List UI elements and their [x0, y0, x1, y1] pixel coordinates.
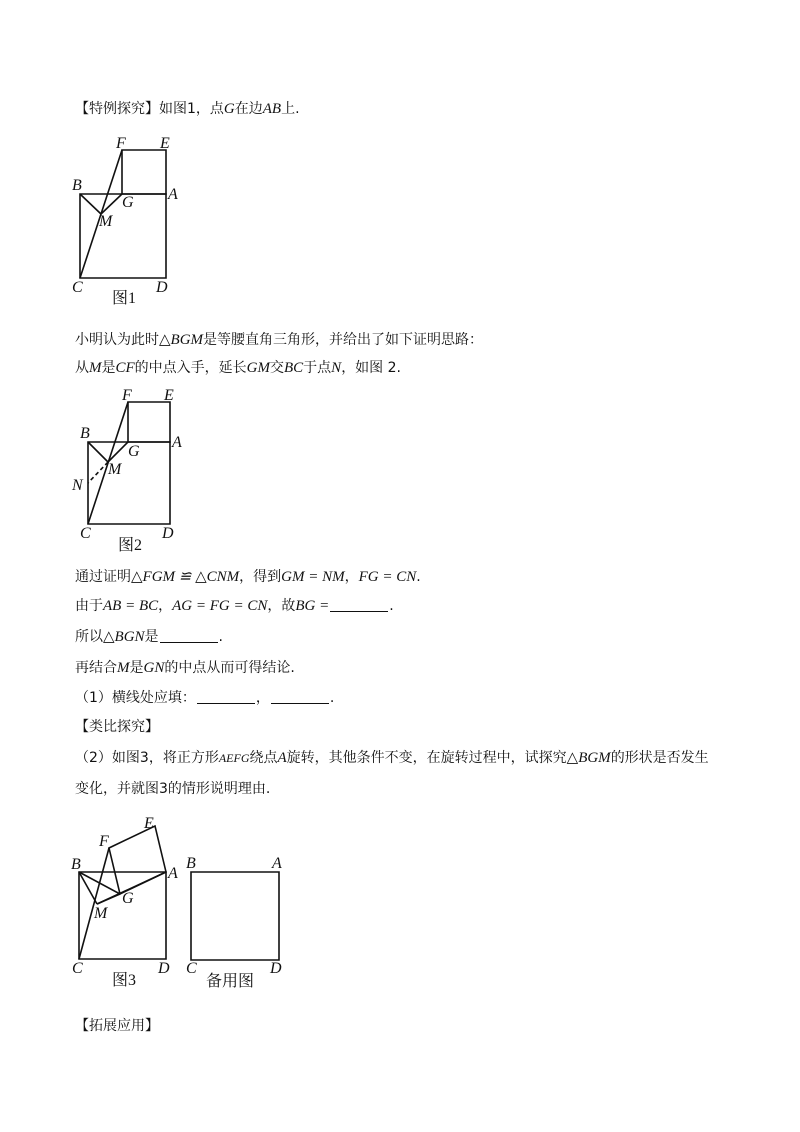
- section-heading-analogy: 【类比探究】: [75, 719, 159, 735]
- intro-line: 【特例探究】如图1，点G在边AB上.: [75, 101, 300, 117]
- fig1-label-e: E: [160, 135, 170, 152]
- fig3-square-abcd: [79, 872, 166, 959]
- figure-1: [70, 132, 210, 312]
- section-heading-extension: 【拓展应用】: [75, 1018, 159, 1034]
- fig2-label-m: M: [108, 461, 122, 478]
- fig3-line-cf: [79, 848, 109, 959]
- paragraph-1: 小明认为此时△BGM是等腰直角三角形，并给出了如下证明思路：: [75, 332, 484, 348]
- spare-label-d: D: [270, 960, 282, 977]
- fig1-label-g: G: [122, 194, 134, 211]
- fig1-line-bm: [80, 194, 101, 214]
- fig2-label-d: D: [162, 525, 174, 542]
- fig1-label-m: M: [99, 213, 113, 230]
- fig2-line-bm: [88, 442, 108, 462]
- fig3-label-c: C: [72, 960, 83, 977]
- question-2-line-1: （2）如图3，将正方形AEFG绕点A旋转，其他条件不变，在旋转过程中，试探究△BGM的形状是否发生: [75, 750, 709, 766]
- paragraph-5: 所以△BGN是 .: [75, 629, 223, 645]
- spare-label-a: A: [272, 855, 282, 872]
- fig2-caption: 图2: [118, 537, 143, 554]
- fig2-label-g: G: [128, 443, 140, 460]
- figure-2: [70, 386, 220, 558]
- fig2-label-a: A: [172, 434, 182, 451]
- fig3-label-f: F: [99, 833, 109, 850]
- answer-blank-bgn-type[interactable]: [160, 628, 218, 643]
- answer-blank-q1-first[interactable]: [197, 689, 255, 704]
- figure-3: [68, 814, 193, 994]
- fig2-square-aefg: [128, 402, 170, 442]
- figure-spare: [180, 850, 300, 990]
- fig2-label-f: F: [122, 387, 132, 404]
- fig2-label-b: B: [80, 425, 90, 442]
- fig3-caption: 图3: [112, 972, 137, 989]
- fig1-caption: 图1: [112, 290, 137, 307]
- fig1-label-d: D: [156, 279, 168, 296]
- fig3-square-aefg: [109, 826, 166, 894]
- paragraph-6: 再结合M是GN的中点从而可得结论.: [75, 660, 295, 676]
- paragraph-4: 由于AB = BC，AG = FG = CN，故BG = .: [75, 598, 394, 614]
- spare-label-c: C: [186, 960, 197, 977]
- question-1: （1）横线处应填： ， .: [75, 690, 335, 706]
- spare-label-b: B: [186, 855, 196, 872]
- fig1-label-b: B: [72, 177, 82, 194]
- section-heading-special: 【特例探究】: [75, 101, 159, 117]
- spare-caption: 备用图: [206, 973, 255, 990]
- fig3-label-b: B: [71, 856, 81, 873]
- fig3-label-e: E: [144, 815, 154, 832]
- spare-square-abcd: [191, 872, 279, 960]
- fig2-label-e: E: [164, 387, 174, 404]
- fig3-label-g: G: [122, 890, 134, 907]
- answer-blank-bg[interactable]: [330, 597, 388, 612]
- fig3-label-m: M: [94, 905, 108, 922]
- fig3-label-a: A: [168, 865, 178, 882]
- paragraph-3: 通过证明△FGM ≌ △CNM，得到GM = NM，FG = CN.: [75, 569, 421, 585]
- fig2-label-c: C: [80, 525, 91, 542]
- fig1-label-f: F: [116, 135, 126, 152]
- paragraph-2: 从M是CF的中点入手，延长GM交BC于点N，如图 2.: [75, 360, 401, 376]
- fig1-label-c: C: [72, 279, 83, 296]
- fig1-square-aefg: [122, 150, 166, 194]
- fig2-label-n: N: [72, 477, 83, 494]
- answer-blank-q1-second[interactable]: [271, 689, 329, 704]
- fig1-label-a: A: [168, 186, 178, 203]
- fig3-label-d: D: [158, 960, 170, 977]
- question-2-line-2: 变化，并就图3的情形说明理由.: [75, 781, 271, 797]
